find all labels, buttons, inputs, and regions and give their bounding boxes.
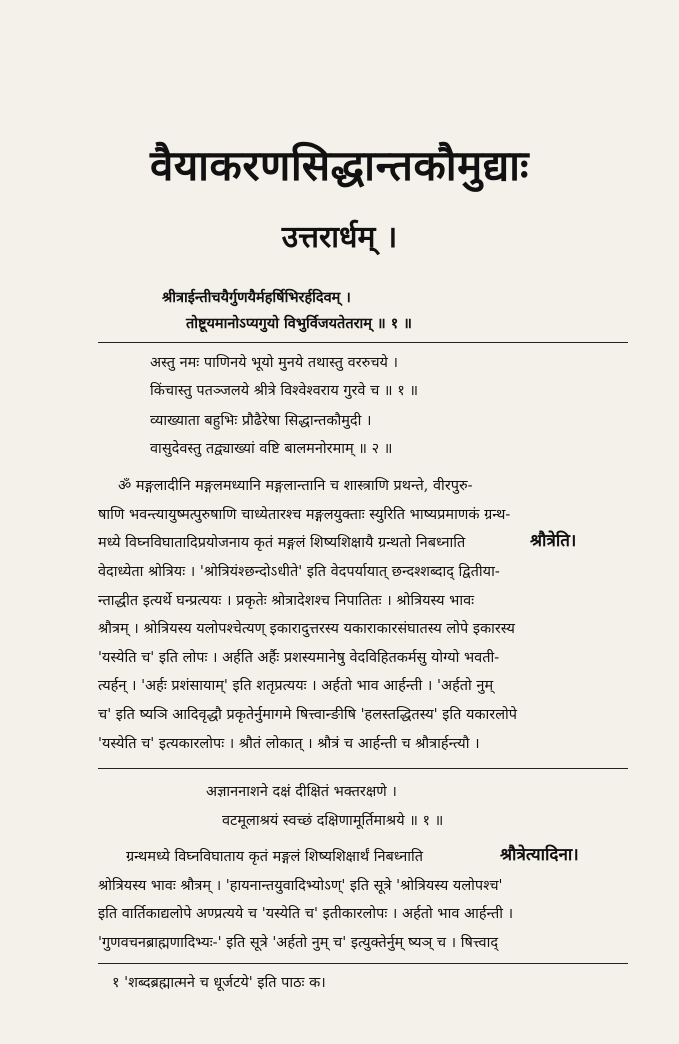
page-title: वैयाकरणसिद्धान्तकौमुद्याः [149, 141, 530, 190]
page-subtitle: उत्तरार्धम् । [281, 220, 398, 255]
footnote-rule [98, 963, 628, 964]
top-verse-line: तोष्टूयमानोऽप्यगुयो विभुर्विजयतेतराम् ॥ १ ॥ [186, 315, 412, 332]
paragraph-line: श्रोत्रियस्य भावः श्रौत्रम् । 'हायनान्तयुवादिभ्योऽण्' इति सूत्रे 'श्रोत्रियस्य यलोपश्च' [98, 878, 503, 894]
paragraph-line: 'गुणवचनब्राह्मणादिभ्यः-' इति सूत्रे 'अर्हतो नुम् च' इत्युक्तेर्नुम् ष्यञ् च । षित्त्वाद् [98, 935, 499, 951]
commentary-verse-line: अस्तु नमः पाणिनये भूयो मुनये तथास्तु वररुचये । [150, 355, 399, 371]
divider-rule [98, 768, 628, 769]
paragraph-line: वेदाध्येता श्रोत्रियः । 'श्रोत्रियंश्छन्दोऽधीते' इति वेदपर्यायात् छन्दश्शब्दाद् द्वितीया- [98, 564, 500, 580]
paragraph-line: श्रौत्रम् । श्रोत्रियस्य यलोपश्चेत्यण् इकारादुत्तरस्य यकाराकारसंघातस्य लोपे इकारस्य [98, 621, 515, 637]
middle-verse-line: वटमूलाश्रयं स्वच्छं दक्षिणामूर्तिमाश्रये ॥ १ ॥ [222, 813, 444, 829]
paragraph-bold-term: श्रौत्रेत्यादिना। [500, 845, 579, 865]
divider-rule [98, 342, 628, 343]
commentary-verse-line: वासुदेवस्तु तद्व्याख्यां वष्टि बालमनोरमाम् ॥ २ ॥ [150, 441, 393, 457]
paragraph-line: 'यस्येति च' इत्यकारलोपः । श्रौतं लोकात् । श्रौत्रं च आर्हन्ती च श्रौत्रार्हन्त्यौ । [98, 736, 480, 752]
paragraph-line: ॐ मङ्गलादीनि मङ्गलमध्यानि मङ्गलान्तानि च शास्त्राणि प्रथन्ते, वीरपुरु- [118, 478, 473, 494]
paragraph-line: इति वार्तिकाद्यलोपे अण्प्रत्यये च 'यस्येति च' इतीकारलोपः । अर्हतो भाव आर्हन्ती । [98, 906, 514, 922]
paragraph-line: षाणि भवन्त्यायुष्मत्पुरुषाणि चाध्येतारश्च मङ्गलयुक्ताः स्युरिति भाष्यप्रमाणकं ग्रन्थ- [98, 507, 511, 523]
commentary-verse-line: किंचास्तु पतञ्जलये श्रीत्रे विश्वेश्वराय गुरवे च ॥ १ ॥ [150, 383, 419, 399]
paragraph-line: च' इति ष्यञि आदिवृद्धौ प्रकृतेर्नुमागमे षित्त्वान्ङीषि 'हलस्तद्धितस्य' इति यकारलोपे [98, 707, 518, 723]
paragraph-line: ग्रन्थमध्ये विघ्नविघाताय कृतं मङ्गलं शिष्यशिक्षार्थं निबध्नाति [126, 849, 424, 865]
middle-verse-line: अज्ञाननाशने दक्षं दीक्षितं भक्तरक्षणे । [206, 784, 397, 800]
footnote: १ 'शब्दब्रह्मात्मने च धूर्जटये' इति पाठः क। [112, 975, 326, 991]
paragraph-line: मध्ये विघ्नविघातादिप्रयोजनाय कृतं मङ्गलं शिष्यशिक्षायै ग्रन्थतो निबध्नाति [98, 535, 466, 551]
commentary-verse-line: व्याख्याता बहुभिः प्रौढैरेषा सिद्धान्तकौमुदी । [150, 413, 372, 429]
top-verse-line: श्रीत्राईन्तीचयैर्गुणयैर्महर्षिभिरर्हदिवम् । [162, 289, 351, 306]
paragraph-line: 'यस्येति च' इति लोपः । अर्हति अर्हैः प्रशस्यमानेषु वेदविहितकर्मसु योग्यो भवती- [98, 650, 500, 666]
paragraph-bold-term: श्रौत्रेति। [530, 531, 577, 551]
paragraph-line: न्ताद्धीत इत्यर्थे घन्प्रत्ययः । प्रकृतेः श्रोत्रादेशश्च निपातितः । श्रोत्रियस्य भावः [98, 593, 475, 609]
paragraph-line: त्यर्हन् । 'अर्हः प्रशंसायाम्' इति शतृप्रत्ययः । अर्हतो भाव आर्हन्ती । 'अर्हतो नुम् [98, 678, 494, 694]
